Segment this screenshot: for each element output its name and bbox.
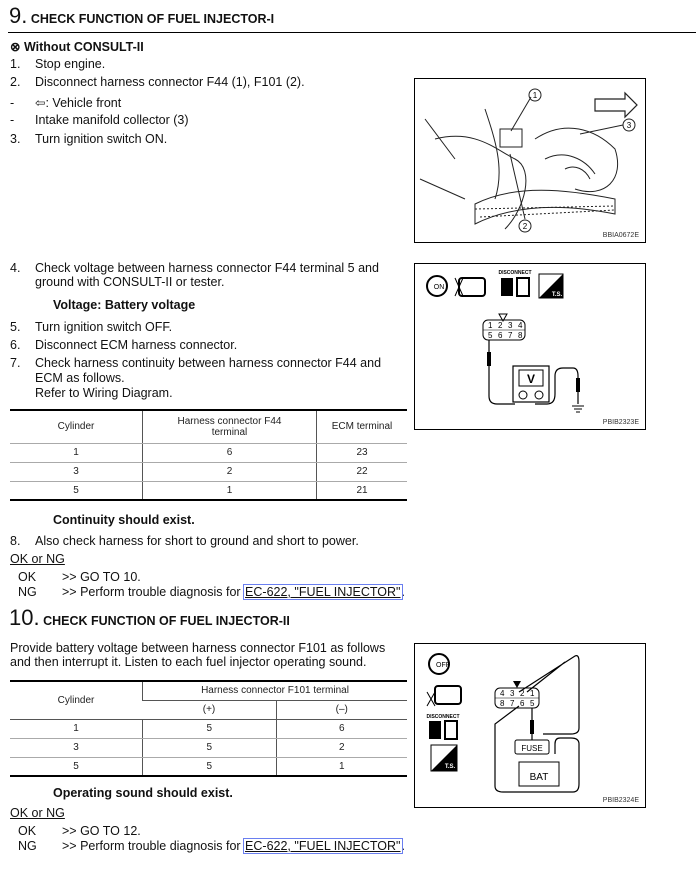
- engine-stop-icon: [427, 686, 461, 706]
- continuity-spec: Continuity should exist.: [53, 513, 195, 527]
- mode-label: Without CONSULT-II: [23, 40, 144, 54]
- ok-label: OK: [18, 570, 37, 584]
- connector-f44: [483, 314, 525, 340]
- instruction-text: and then interrupt it. Listen to each fuel injector operating sound.: [10, 655, 367, 669]
- step-text-cont: ECM as follows.: [35, 371, 125, 385]
- cell: 5: [10, 481, 143, 500]
- step-title: CHECK FUNCTION OF FUEL INJECTOR-II: [43, 614, 290, 628]
- step-num: 5.: [10, 320, 21, 334]
- svg-text:DISCONNECT: DISCONNECT: [498, 270, 532, 276]
- cell: 5: [143, 738, 277, 757]
- svg-text:8: 8: [500, 699, 505, 708]
- cell: 5: [10, 757, 143, 776]
- ignition-on-icon: [427, 276, 447, 296]
- injector-sound-table: [10, 680, 407, 777]
- step-text: Also check harness for short to ground and short to power.: [35, 534, 359, 548]
- svg-text:3: 3: [508, 321, 513, 330]
- step-2: [10, 75, 305, 89]
- svg-text:OFF: OFF: [436, 662, 450, 669]
- cell: 22: [317, 462, 408, 481]
- svg-text:1: 1: [530, 689, 535, 698]
- cell: 2: [143, 462, 317, 481]
- svg-text:6: 6: [520, 699, 525, 708]
- period: .: [401, 585, 405, 599]
- ok-ng-heading: OK or NG: [10, 552, 65, 566]
- battery-test-figure: [414, 643, 646, 808]
- svg-text:V: V: [526, 372, 536, 386]
- period: .: [401, 839, 405, 853]
- svg-text:5: 5: [488, 331, 493, 340]
- ng-label: NG: [18, 839, 37, 853]
- engine-bay-illustration: [415, 79, 645, 242]
- svg-text:5: 5: [530, 699, 535, 708]
- fuse: [515, 740, 549, 754]
- step-text-cont: ground with CONSULT-II or tester.: [35, 275, 225, 289]
- step-3: [10, 132, 167, 146]
- step-title: CHECK FUNCTION OF FUEL INJECTOR-I: [30, 12, 275, 26]
- mode-heading: [10, 39, 144, 54]
- callout-3: 3: [626, 121, 632, 130]
- ng-text: >> Perform trouble diagnosis for: [62, 585, 245, 599]
- header-cell: (+): [143, 700, 277, 719]
- table-row: [10, 719, 407, 738]
- bullet: -: [10, 96, 15, 110]
- arrow-left-outline-icon: ⇦: [35, 96, 46, 110]
- instruction-text: Provide battery voltage between harness connector F101 as follows: [10, 641, 386, 655]
- cell: 1: [276, 757, 407, 776]
- step-num: 8.: [10, 534, 21, 548]
- step-num: 1.: [10, 57, 21, 71]
- cell: 3: [10, 738, 143, 757]
- step-1: [10, 57, 105, 71]
- cell: 1: [10, 719, 143, 738]
- header-cell: (–): [276, 700, 407, 719]
- header-cell: Cylinder: [10, 410, 143, 443]
- step-text: Check voltage between harness connector F44 terminal 5 and: [35, 261, 379, 275]
- cell: 21: [317, 481, 408, 500]
- header-cell: Harness connector F44 terminal: [143, 410, 317, 443]
- svg-text:BAT: BAT: [529, 772, 549, 783]
- engine-bay-figure: [414, 78, 646, 243]
- svg-text:T.S.: T.S.: [444, 764, 456, 770]
- section-9-heading: [9, 3, 274, 29]
- ok-text: >> GO TO 12.: [62, 824, 141, 838]
- cell: 6: [276, 719, 407, 738]
- header-cell: ECM terminal: [317, 410, 408, 443]
- table-row: [10, 757, 407, 776]
- table-row: [10, 462, 407, 481]
- ng-result: [18, 839, 405, 853]
- svg-text:2: 2: [498, 321, 503, 330]
- step-num: 6.: [10, 338, 21, 352]
- battery: [519, 762, 559, 786]
- svg-text:7: 7: [508, 331, 513, 340]
- step-text: Turn ignition switch OFF.: [35, 320, 173, 334]
- voltmeter: [513, 366, 549, 402]
- svg-text:DISCONNECT: DISCONNECT: [426, 714, 460, 720]
- cell: 3: [10, 462, 143, 481]
- table-row: [10, 481, 407, 500]
- voltage-spec: Voltage: Battery voltage: [53, 298, 196, 312]
- cell: 5: [143, 757, 277, 776]
- step-text: Check harness continuity between harness connector F44 and: [35, 356, 382, 370]
- svg-text:8: 8: [518, 331, 523, 340]
- svg-text:7: 7: [510, 699, 515, 708]
- continuity-table: [10, 409, 407, 501]
- step-number: 9.: [9, 3, 28, 28]
- step-6: [10, 338, 237, 352]
- engine-stop-icon: [455, 278, 485, 296]
- callout-1: 1: [532, 91, 538, 100]
- callout-2: 2: [522, 222, 528, 231]
- svg-text:2: 2: [520, 689, 525, 698]
- disconnect-icon: [498, 270, 531, 296]
- ok-label: OK: [18, 824, 37, 838]
- divider: [8, 32, 696, 33]
- step-text-cont: Refer to Wiring Diagram.: [35, 386, 173, 400]
- step-num: 4.: [10, 261, 21, 275]
- step-4: [10, 261, 379, 275]
- ok-result: [18, 824, 141, 838]
- header-cell: Cylinder: [10, 681, 143, 719]
- cell: 2: [276, 738, 407, 757]
- step-8: [10, 534, 359, 548]
- step-text: Intake manifold collector (3): [35, 113, 189, 127]
- header-cell: Harness connector F101 terminal: [143, 681, 408, 700]
- section-10-heading: [9, 605, 290, 631]
- svg-text:FUSE: FUSE: [521, 744, 543, 753]
- step-5: [10, 320, 172, 334]
- step-text: Turn ignition switch ON.: [35, 132, 168, 146]
- note-intake-manifold: [10, 113, 189, 127]
- svg-text:T.S.: T.S.: [551, 292, 563, 298]
- ng-label: NG: [18, 585, 37, 599]
- cell: 23: [317, 443, 408, 462]
- step-num: 7.: [10, 356, 21, 370]
- note-vehicle-front: [10, 95, 121, 110]
- svg-text:4: 4: [518, 321, 523, 330]
- cell: 1: [10, 443, 143, 462]
- ignition-off-icon: [429, 654, 450, 674]
- figure-id: PBIB2324E: [602, 797, 639, 804]
- ok-result: [18, 570, 141, 584]
- step-7: [10, 356, 381, 370]
- cell: 5: [143, 719, 277, 738]
- ng-result: [18, 585, 405, 599]
- step-number: 10.: [9, 605, 40, 630]
- test-subject-icon: [431, 745, 457, 771]
- ok-ng-heading: OK or NG: [10, 806, 65, 820]
- svg-text:ON: ON: [433, 284, 445, 291]
- table-row: [10, 443, 407, 462]
- svg-text:6: 6: [498, 331, 503, 340]
- svg-text:4: 4: [500, 689, 505, 698]
- step-text: Stop engine.: [35, 57, 106, 71]
- svg-text:3: 3: [510, 689, 515, 698]
- figure-id: PBIB2323E: [602, 419, 639, 426]
- bullet: -: [10, 113, 15, 127]
- step-num: 3.: [10, 132, 21, 146]
- table-header: [10, 681, 407, 700]
- fuel-injector-link[interactable]: EC-622, "FUEL INJECTOR": [245, 585, 401, 599]
- figure-id: BBIA0672E: [602, 232, 639, 239]
- disconnect-icon: [426, 714, 459, 739]
- connector-f101: [495, 681, 539, 708]
- table-row: [10, 738, 407, 757]
- svg-text:1: 1: [488, 321, 493, 330]
- ng-text: >> Perform trouble diagnosis for: [62, 839, 245, 853]
- step-text: Disconnect ECM harness connector.: [35, 338, 238, 352]
- step-text: Disconnect harness connector F44 (1), F101 (2).: [35, 75, 305, 89]
- table-header: [10, 410, 407, 443]
- sound-spec: Operating sound should exist.: [53, 786, 233, 800]
- test-subject-icon: [539, 274, 563, 298]
- step-num: 2.: [10, 75, 21, 89]
- ok-text: >> GO TO 10.: [62, 570, 141, 584]
- fuel-injector-link[interactable]: EC-622, "FUEL INJECTOR": [245, 839, 401, 853]
- crossed-circle-icon: ⊗: [10, 40, 21, 54]
- cell: 1: [143, 481, 317, 500]
- voltage-check-figure: [414, 263, 646, 430]
- cell: 6: [143, 443, 317, 462]
- step-text: : Vehicle front: [45, 96, 122, 110]
